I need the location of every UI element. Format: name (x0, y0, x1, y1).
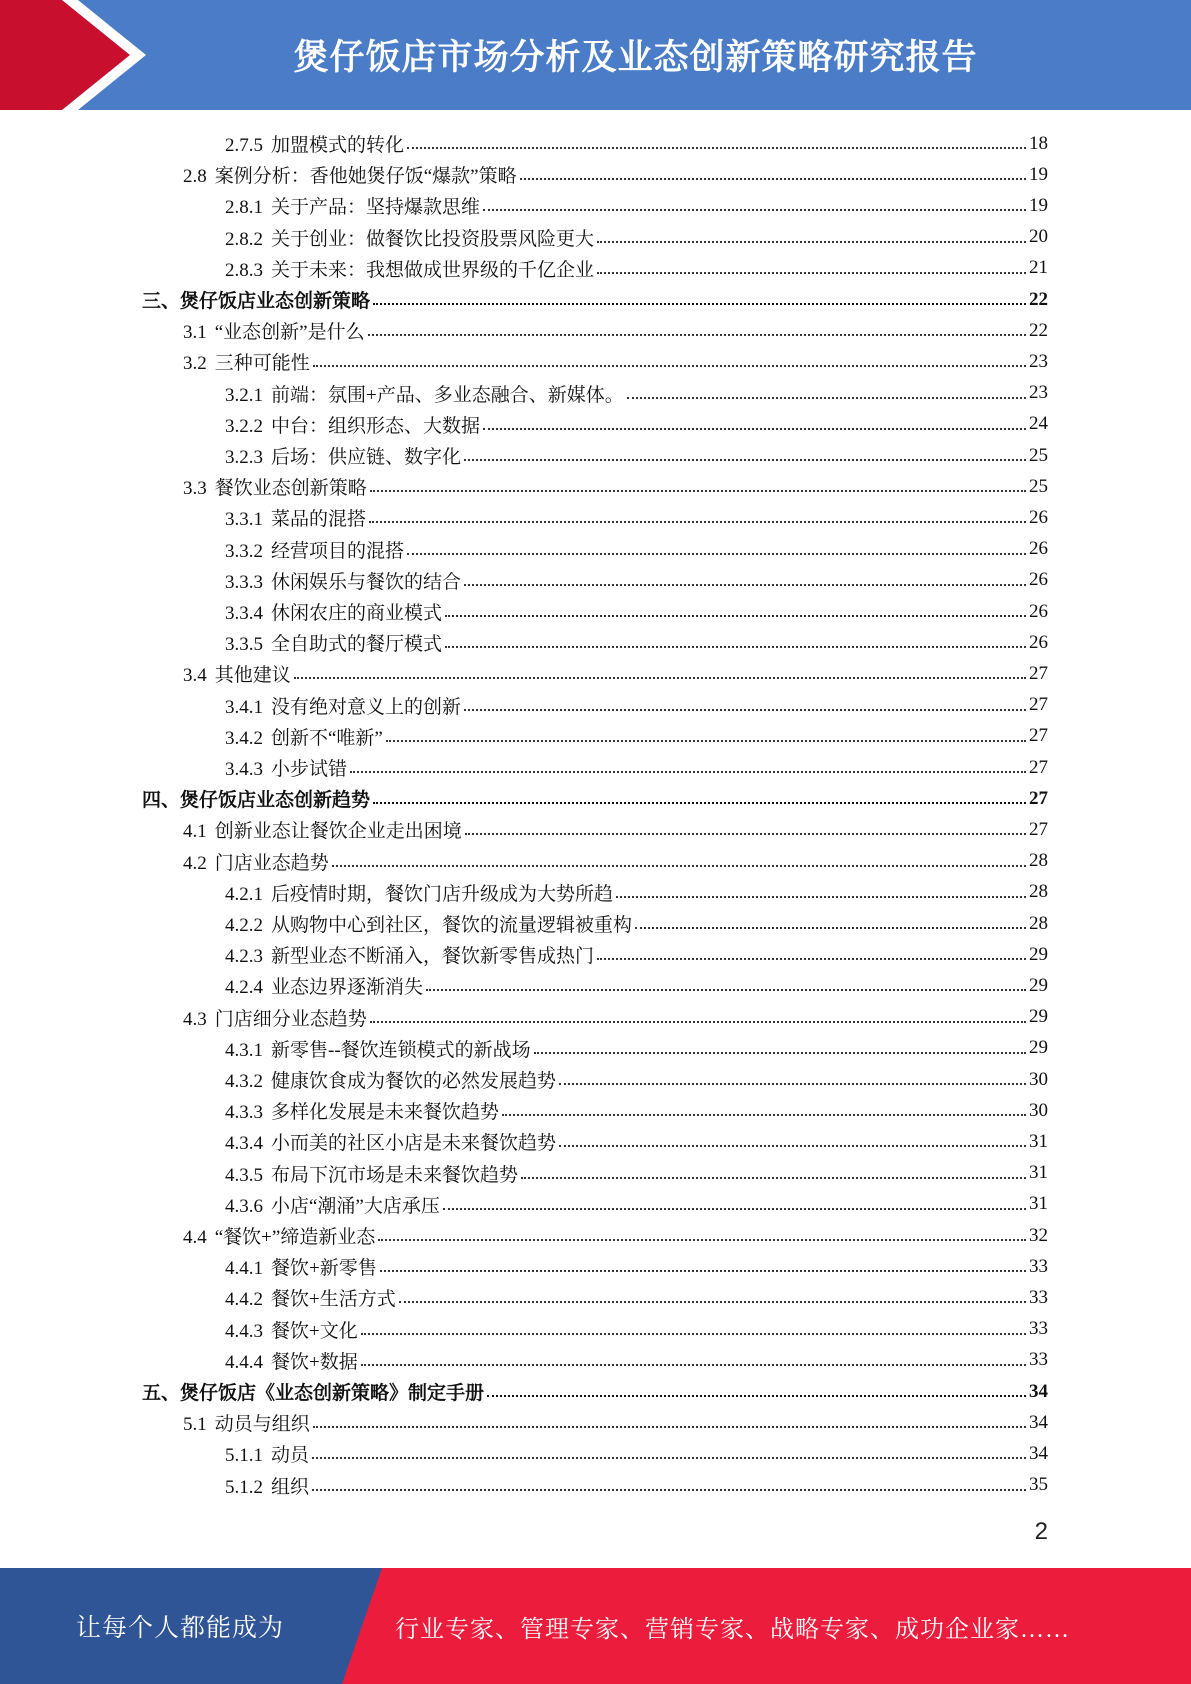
toc-leader-dots (370, 490, 1026, 492)
toc-leader-dots (534, 1052, 1026, 1054)
toc-entry[interactable] (225, 1064, 1048, 1095)
toc-entry-page: 33 (1029, 1318, 1048, 1340)
footer-slogan: 让每个人都能成为 (75, 1615, 284, 1642)
toc-entry[interactable] (225, 877, 1048, 908)
toc-leader-dots (294, 677, 1026, 679)
toc-entry[interactable] (225, 1251, 1048, 1282)
toc-entry-page: 31 (1029, 1130, 1048, 1152)
toc-entry[interactable] (225, 1126, 1048, 1157)
toc-entry-number: 4.2.3 (225, 946, 263, 968)
toc-entry-label (225, 1128, 556, 1155)
toc-entry[interactable] (183, 658, 1048, 689)
toc-entry-page: 31 (1029, 1162, 1048, 1184)
toc-entry[interactable] (225, 222, 1048, 253)
toc-entry[interactable] (225, 970, 1048, 1001)
toc-entry[interactable] (225, 378, 1048, 409)
toc-entry[interactable] (225, 409, 1048, 440)
toc-leader-dots (313, 1426, 1026, 1428)
toc-leader-dots (445, 646, 1026, 648)
toc-leader-dots (635, 927, 1026, 929)
toc-entry-page: 25 (1029, 475, 1048, 497)
toc-entry[interactable] (225, 1282, 1048, 1313)
toc-entry[interactable] (225, 253, 1048, 284)
toc-leader-dots (465, 833, 1026, 835)
toc-entry-label (225, 1066, 556, 1093)
toc-leader-dots (407, 147, 1026, 149)
toc-entry[interactable] (183, 1220, 1048, 1251)
toc-entry-page: 22 (1029, 288, 1048, 310)
toc-entry-page: 33 (1029, 1286, 1048, 1308)
toc-entry-label (225, 1472, 309, 1499)
toc-entry[interactable] (225, 1158, 1048, 1189)
toc-entry-text: 从购物中心到社区，餐饮的流量逻辑被重构 (271, 915, 633, 936)
toc-entry[interactable] (183, 814, 1048, 845)
toc-entry[interactable] (183, 846, 1048, 877)
toc-entry-number: 4.3.2 (225, 1071, 263, 1092)
toc-entry[interactable] (225, 502, 1048, 533)
toc-entry[interactable] (225, 1314, 1048, 1345)
toc-entry-label (225, 1191, 440, 1218)
toc-entry-label (225, 1316, 358, 1343)
toc-entry-text: 煲仔饭店《业态创新策略》制定手册 (180, 1383, 485, 1404)
toc-entry-page: 27 (1029, 818, 1048, 840)
toc-entry-page: 25 (1029, 444, 1048, 466)
toc-leader-dots (597, 958, 1026, 960)
toc-entry-page: 23 (1029, 382, 1048, 404)
toc-entry-text: 多样化发展是未来餐饮趋势 (271, 1102, 500, 1124)
toc-entry-number: 4.2 (183, 852, 207, 874)
toc-entry-label (225, 629, 442, 656)
toc-leader-dots (426, 989, 1026, 991)
toc-entry-text: 小步试错 (271, 759, 348, 780)
toc-entry-text: 餐饮业态创新策略 (214, 478, 367, 500)
toc-entry-page: 26 (1029, 506, 1048, 528)
toc-entry-number: 3.3.4 (225, 603, 263, 624)
toc-entry-label (225, 1253, 377, 1280)
toc-entry-page: 34 (1029, 1411, 1048, 1433)
toc-entry-page: 24 (1029, 413, 1048, 435)
toc-leader-dots (332, 865, 1026, 867)
toc-entry-text: 餐饮+数据 (271, 1351, 358, 1373)
toc-entry-number: 2.8 (183, 166, 207, 188)
footer-roles: 行业专家、管理专家、营销专家、战略专家、成功企业家…… (395, 1616, 1070, 1643)
toc-entry-number: 4.3.3 (225, 1102, 263, 1124)
toc-entry-label (225, 130, 404, 157)
toc-entry-number: 4.3.5 (225, 1164, 263, 1186)
toc-entry-page: 18 (1029, 132, 1048, 154)
toc-leader-dots (369, 521, 1026, 523)
toc-entry-number: 3.2.2 (225, 415, 263, 437)
toc-entry-number: 3.4.3 (225, 759, 263, 780)
page-number: 2 (1034, 1518, 1048, 1545)
toc-entry-number: 3.2.3 (225, 447, 263, 468)
toc-entry-text: 门店细分业态趋势 (214, 1008, 367, 1030)
toc-entry-label (225, 910, 632, 937)
toc-entry-label (225, 567, 461, 594)
toc-entry-label (142, 1378, 484, 1405)
page-header (0, 0, 1191, 110)
toc-leader-dots (361, 1333, 1026, 1335)
toc-entry-text: 创新不“唯新” (271, 727, 383, 749)
toc-entry-text: 动员与组织 (214, 1414, 310, 1436)
toc-entry[interactable] (225, 752, 1048, 783)
toc-entry-page: 26 (1029, 538, 1048, 560)
toc-entry-text: 加盟模式的转化 (271, 135, 405, 156)
toc-entry-text: 餐饮+生活方式 (271, 1289, 396, 1311)
toc-entry[interactable] (225, 190, 1048, 221)
toc-entry-page: 31 (1029, 1193, 1048, 1215)
toc-entry-label (183, 848, 329, 875)
toc-entry-page: 19 (1029, 194, 1048, 216)
toc-entry-label (225, 1347, 358, 1374)
toc-entry-number: 2.8.2 (225, 228, 263, 250)
toc-entry[interactable] (225, 1033, 1048, 1064)
toc-entry-text: 小店“潮涌”大店承压 (271, 1195, 440, 1217)
toc-entry-number: 3.3.5 (225, 634, 263, 656)
toc-entry-text: 门店业态趋势 (214, 852, 329, 874)
toc-entry-number: 3.3.1 (225, 509, 263, 531)
toc-entry-text: 菜品的混搭 (271, 509, 367, 531)
toc-entry[interactable] (225, 721, 1048, 752)
toc-leader-dots (378, 1239, 1026, 1241)
toc-entry-number: 4.4.2 (225, 1289, 263, 1311)
toc-entry-label (183, 473, 367, 500)
toc-entry-page: 33 (1029, 1255, 1048, 1277)
toc-entry[interactable] (183, 159, 1048, 190)
toc-entry-label (183, 317, 365, 344)
toc-entry[interactable] (225, 440, 1048, 471)
toc-entry-label (225, 255, 594, 282)
toc-entry-page: 30 (1029, 1099, 1048, 1121)
toc-entry-page: 26 (1029, 631, 1048, 653)
toc-entry-page: 28 (1029, 850, 1048, 872)
toc-entry-text: 关于产品：坚持爆款思维 (271, 197, 481, 219)
toc-leader-dots (361, 1364, 1026, 1366)
toc-leader-dots (312, 1489, 1026, 1491)
toc-entry-label (225, 1035, 531, 1062)
toc-entry-label (183, 1004, 367, 1031)
toc-entry[interactable] (225, 908, 1048, 939)
toc-leader-dots (483, 428, 1026, 430)
toc-entry-page: 35 (1029, 1474, 1048, 1496)
toc-entry[interactable] (183, 471, 1048, 502)
toc-entry-text: 后疫情时期，餐饮门店升级成为大势所趋 (271, 883, 614, 905)
toc-entry-label (225, 598, 442, 625)
toc-entry-page: 30 (1029, 1068, 1048, 1090)
toc-entry-label (225, 504, 366, 531)
toc-entry-page: 27 (1029, 756, 1048, 778)
toc-entry-text: 新零售--餐饮连锁模式的新战场 (271, 1039, 531, 1061)
toc-entry-page: 27 (1029, 725, 1048, 747)
toc-entry-number: 4.1 (183, 821, 207, 843)
toc-entry[interactable] (225, 939, 1048, 970)
toc-entry-text: “业态创新”是什么 (214, 322, 365, 344)
toc-leader-dots (380, 1270, 1026, 1272)
toc-entry-label (225, 224, 594, 251)
toc-entry-text: 健康饮食成为餐饮的必然发展趋势 (271, 1071, 557, 1092)
toc-entry[interactable] (225, 128, 1048, 159)
toc-entry-page: 27 (1029, 662, 1048, 684)
toc-entry-text: 餐饮+新零售 (271, 1258, 377, 1280)
toc-leader-dots (464, 459, 1026, 461)
toc-entry-page: 20 (1029, 226, 1048, 248)
toc-entry-number: 4.2.1 (225, 883, 263, 905)
toc-entry-label (142, 286, 370, 313)
toc-entry[interactable] (142, 1376, 1048, 1407)
toc-entry-label (225, 941, 594, 968)
toc-entry-label (225, 1097, 499, 1124)
toc-entry-text: 中台：组织形态、大数据 (271, 415, 481, 437)
toc-entry-number: 3.2 (183, 353, 207, 375)
toc-leader-dots (464, 584, 1026, 586)
toc-entry-number: 4.4 (183, 1227, 207, 1248)
toc-entry-page: 29 (1029, 1006, 1048, 1028)
toc-leader-dots (597, 241, 1026, 243)
toc-entry-number: 4.4.3 (225, 1320, 263, 1342)
toc-entry-text: 餐饮+文化 (271, 1320, 358, 1342)
toc-leader-dots (502, 1114, 1026, 1116)
toc-entry[interactable] (142, 783, 1048, 814)
toc-entry-number: 3.4 (183, 665, 207, 687)
toc-leader-dots (368, 334, 1026, 336)
toc-entry-label (225, 754, 347, 781)
toc-entry-label (183, 816, 462, 843)
toc-entry-text: 全自助式的餐厅模式 (271, 634, 443, 656)
toc-entry[interactable] (183, 315, 1048, 346)
toc-entry[interactable] (183, 346, 1048, 377)
toc-entry-page: 28 (1029, 912, 1048, 934)
toc-entry-label (225, 536, 404, 563)
toc-leader-dots (313, 365, 1026, 367)
toc-entry-number: 3.1 (183, 322, 207, 344)
toc-entry-page: 26 (1029, 569, 1048, 591)
toc-entry-label (225, 442, 461, 469)
toc-leader-dots (520, 178, 1026, 180)
toc-entry-number: 3.3.2 (225, 540, 263, 562)
toc-leader-dots (521, 1177, 1026, 1179)
toc-entry-text: 其他建议 (214, 665, 291, 687)
document-title: 煲仔饭店市场分析及业态创新策略研究报告 (293, 38, 978, 77)
toc-entry-text: 关于未来：我想做成世界级的千亿企业 (271, 259, 595, 281)
toc-entry-text: 经营项目的混搭 (271, 540, 405, 562)
toc-entry-text: 组织 (271, 1476, 310, 1498)
toc-entry-number: 5.1 (183, 1414, 207, 1436)
toc-entry-text: 后场：供应链、数字化 (271, 447, 462, 468)
toc-entry[interactable] (183, 1002, 1048, 1033)
toc-entry-page: 34 (1029, 1442, 1048, 1464)
toc-entry-number: 3.4.2 (225, 727, 263, 749)
toc-entry-label (183, 348, 310, 375)
toc-entry-text: 案例分析：香他她煲仔饭“爆款”策略 (214, 166, 517, 188)
toc-entry-number: 4.3 (183, 1008, 207, 1030)
toc-entry-label (225, 1160, 518, 1187)
toc-entry-page: 26 (1029, 600, 1048, 622)
toc-entry-label (183, 1409, 310, 1436)
toc-entry-number: 四、 (142, 790, 181, 812)
toc-entry-page: 22 (1029, 319, 1048, 341)
toc-entry-text: 动员 (271, 1445, 310, 1467)
toc-entry-label (183, 660, 291, 687)
toc-entry-number: 5.1.1 (225, 1445, 263, 1467)
toc-leader-dots (373, 802, 1026, 804)
toc-entry[interactable] (225, 534, 1048, 565)
toc-entry[interactable] (225, 565, 1048, 596)
toc-entry-number: 2.7.5 (225, 135, 263, 156)
toc-leader-dots (483, 209, 1026, 211)
toc-leader-dots (559, 1145, 1026, 1147)
toc-entry-number: 2.8.1 (225, 197, 263, 219)
toc-entry-number: 4.3.6 (225, 1195, 263, 1217)
toc-entry-text: 休闲娱乐与餐饮的结合 (271, 571, 462, 593)
toc-entry-number: 4.2.4 (225, 977, 263, 999)
toc-entry-number: 3.2.1 (225, 384, 263, 406)
toc-entry-page: 29 (1029, 974, 1048, 996)
toc-entry-text: 创新业态让餐饮企业走出困境 (214, 821, 462, 843)
toc-entry-page: 34 (1029, 1380, 1048, 1402)
toc-entry[interactable] (225, 1438, 1048, 1469)
toc-entry-text: 休闲农庄的商业模式 (271, 603, 443, 624)
toc-entry[interactable] (225, 1189, 1048, 1220)
toc-leader-dots (399, 1301, 1026, 1303)
toc-entry-text: “餐饮+”缔造新业态 (214, 1227, 376, 1248)
toc-entry-page: 33 (1029, 1349, 1048, 1371)
toc-entry-page: 29 (1029, 1037, 1048, 1059)
toc-entry-text: 小而美的社区小店是未来餐饮趋势 (271, 1133, 557, 1155)
toc-entry[interactable] (142, 284, 1048, 315)
toc-entry[interactable] (225, 1470, 1048, 1501)
toc-entry-label (225, 879, 613, 906)
toc-leader-dots (407, 553, 1026, 555)
toc-entry-page: 21 (1029, 257, 1048, 279)
toc-entry-number: 4.2.2 (225, 915, 263, 936)
header-arrow-graphic (0, 0, 160, 110)
toc-leader-dots (386, 740, 1026, 742)
toc-entry-page: 32 (1029, 1224, 1048, 1246)
toc-entry-number: 4.3.4 (225, 1133, 263, 1155)
toc-entry-text: 布局下沉市场是未来餐饮趋势 (271, 1164, 519, 1186)
toc-entry[interactable] (225, 690, 1048, 721)
toc-entry-number: 三、 (142, 291, 181, 312)
toc-entry-label (225, 723, 383, 750)
toc-entry-number: 3.4.1 (225, 696, 263, 718)
toc-entry-text: 没有绝对意义上的创新 (271, 696, 462, 718)
toc-leader-dots (373, 303, 1026, 305)
toc-leader-dots (597, 272, 1026, 274)
toc-entry-number: 5.1.2 (225, 1476, 263, 1498)
toc-entry-label (183, 1222, 375, 1249)
toc-entry-number: 2.8.3 (225, 259, 263, 281)
toc-entry-page: 23 (1029, 350, 1048, 372)
toc-entry-label (225, 1440, 309, 1467)
toc-leader-dots (464, 709, 1026, 711)
toc-entry-text: 关于创业：做餐饮比投资股票风险更大 (271, 228, 595, 250)
toc-entry[interactable] (225, 596, 1048, 627)
toc-entry[interactable] (225, 627, 1048, 658)
toc-entry-number: 4.4.4 (225, 1351, 263, 1373)
toc-leader-dots (627, 397, 1026, 399)
toc-entry-text: 前端：氛围+产品、多业态融合、新媒体。 (271, 384, 624, 406)
toc-leader-dots (616, 896, 1026, 898)
toc-entry-text: 新型业态不断涌入，餐饮新零售成热门 (271, 946, 595, 968)
toc-entry-label (225, 972, 423, 999)
toc-entry-number: 3.3 (183, 478, 207, 500)
toc-entry-page: 28 (1029, 881, 1048, 903)
toc-entry-page: 29 (1029, 943, 1048, 965)
toc-entry-text: 煲仔饭店业态创新策略 (180, 291, 371, 312)
toc-entry-label (225, 1284, 396, 1311)
toc-entry-number: 4.4.1 (225, 1258, 263, 1280)
toc-entry-label (183, 161, 517, 188)
toc-leader-dots (445, 615, 1026, 617)
toc-entry-number: 4.3.1 (225, 1039, 263, 1061)
toc-entry[interactable] (183, 1407, 1048, 1438)
toc-entry-text: 煲仔饭店业态创新趋势 (180, 790, 371, 812)
toc-entry-page: 19 (1029, 163, 1048, 185)
toc-entry-label (225, 380, 624, 407)
toc-entry-number: 3.3.3 (225, 571, 263, 593)
toc-entry-label (142, 785, 370, 812)
page-footer (0, 1568, 1191, 1684)
toc-entry[interactable] (225, 1095, 1048, 1126)
toc-entry-number: 五、 (142, 1383, 181, 1404)
toc-entry-page: 27 (1029, 787, 1048, 809)
toc-entry-text: 三种可能性 (214, 353, 310, 375)
toc-leader-dots (559, 1083, 1026, 1085)
toc-leader-dots (370, 1021, 1026, 1023)
toc-leader-dots (350, 771, 1026, 773)
toc-entry-label (225, 692, 461, 719)
toc-entry-label (225, 411, 480, 438)
toc-leader-dots (312, 1457, 1026, 1459)
toc-entry-text: 业态边界逐渐消失 (271, 977, 424, 999)
toc-leader-dots (487, 1395, 1026, 1397)
toc-entry[interactable] (225, 1345, 1048, 1376)
toc-entry-label (225, 192, 480, 219)
toc-leader-dots (443, 1208, 1026, 1210)
toc-entry-page: 27 (1029, 694, 1048, 716)
